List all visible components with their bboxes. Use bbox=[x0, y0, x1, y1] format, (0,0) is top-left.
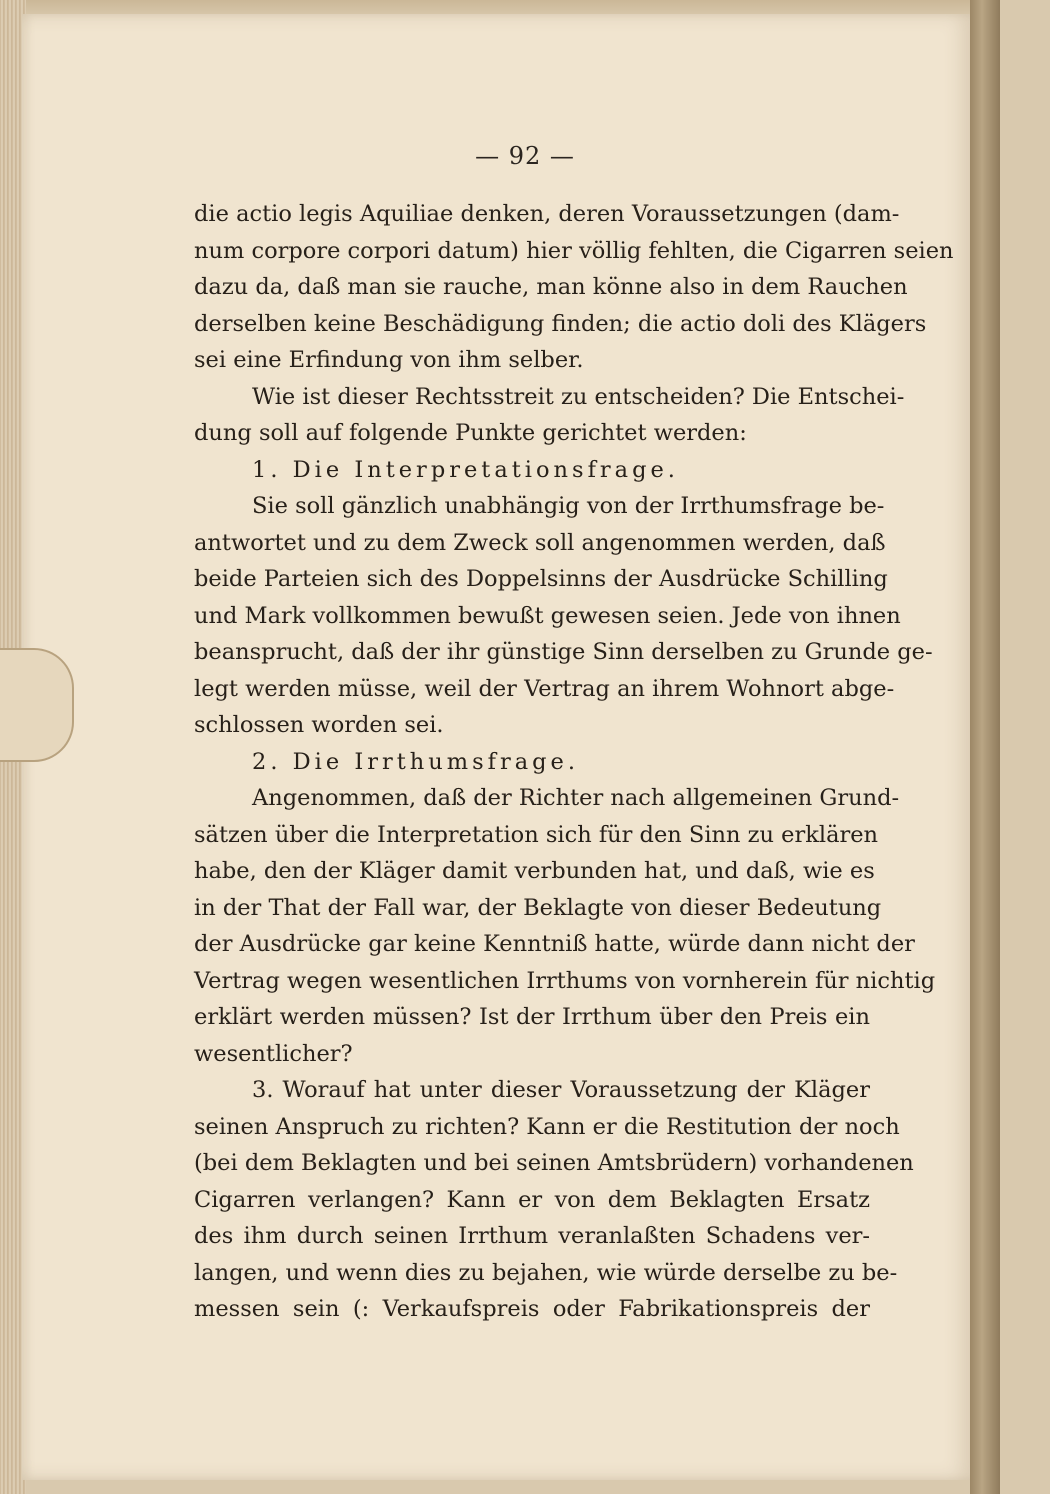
text-line: Vertrag wegen wesentlichen Irrthums von vornherein für nichtig bbox=[194, 967, 936, 994]
text-line: sei eine Erfindung von ihm selber. bbox=[194, 347, 584, 373]
text-line: num corpore corpori datum) hier völlig fehlten, die Cigarren seien bbox=[194, 237, 954, 264]
text-line: erklärt werden müssen? Ist der Irrthum über den Preis ein bbox=[194, 1004, 870, 1030]
text-line: langen, und wenn dies zu bejahen, wie würde derselbe zu be- bbox=[194, 1259, 898, 1286]
text-line: sätzen über die Interpretation sich für den Sinn zu erklären bbox=[194, 821, 879, 848]
text-line: Cigarren verlangen? Kann er von dem Beklagten Ersatz bbox=[194, 1186, 870, 1213]
text-line: Sie soll gänzlich unabhängig von der Irrthumsfrage be- bbox=[252, 493, 885, 519]
text-line: 3. Worauf hat unter dieser Voraussetzung der Kläger bbox=[252, 1077, 870, 1103]
text-line: des ihm durch seinen Irrthum veranlaßten Schadens ver- bbox=[194, 1223, 870, 1249]
text-line: habe, den der Kläger damit verbunden hat, und daß, wie es bbox=[194, 858, 875, 884]
book-spine-edge bbox=[970, 0, 1000, 1494]
text-line: der Ausdrücke gar keine Kenntniß hatte, würde dann nicht der bbox=[194, 931, 915, 957]
text-line: 2. Die Irrthumsfrage. bbox=[252, 748, 579, 775]
text-line: (bei dem Beklagten und bei seinen Amtsbrüdern) vorhandenen bbox=[194, 1150, 914, 1176]
text-line: dung soll auf folgende Punkte gerichtet werden: bbox=[194, 420, 747, 446]
text-line: antwortet und zu dem Zweck soll angenommen werden, daß bbox=[194, 529, 886, 556]
text-line: messen sein (: Verkaufspreis oder Fabrikationspreis der bbox=[194, 1296, 870, 1322]
text-line: 1. Die Interpretationsfrage. bbox=[252, 456, 679, 483]
text-line: und Mark vollkommen bewußt gewesen seien. Jede von ihnen bbox=[194, 602, 901, 629]
text-line: Wie ist dieser Rechtsstreit zu entscheiden? Die Entschei- bbox=[252, 383, 905, 410]
text-line: beansprucht, daß der ihr günstige Sinn derselben zu Grunde ge- bbox=[194, 639, 933, 665]
page-tab-marker bbox=[0, 648, 74, 762]
text-line: die actio legis Aquiliae denken, deren Voraussetzungen (dam- bbox=[194, 201, 900, 227]
text-line: schlossen worden sei. bbox=[194, 712, 444, 738]
text-line: seinen Anspruch zu richten? Kann er die Restitution der noch bbox=[194, 1113, 900, 1140]
text-line: derselben keine Beschädigung finden; die actio doli des Klägers bbox=[194, 310, 927, 337]
text-line: Angenommen, daß der Richter nach allgemeinen Grund- bbox=[252, 785, 900, 811]
body-text bbox=[194, 196, 954, 1328]
text-line: dazu da, daß man sie rauche, man könne also in dem Rauchen bbox=[194, 274, 908, 300]
text-line: wesentlicher? bbox=[194, 1040, 353, 1067]
page-number: — 92 — bbox=[475, 142, 575, 170]
text-line: in der That der Fall war, der Beklagte von dieser Bedeutung bbox=[194, 894, 882, 921]
text-line: beide Parteien sich des Doppelsinns der Ausdrücke Schilling bbox=[194, 566, 888, 592]
text-line: legt werden müsse, weil der Vertrag an ihrem Wohnort abge- bbox=[194, 675, 895, 702]
